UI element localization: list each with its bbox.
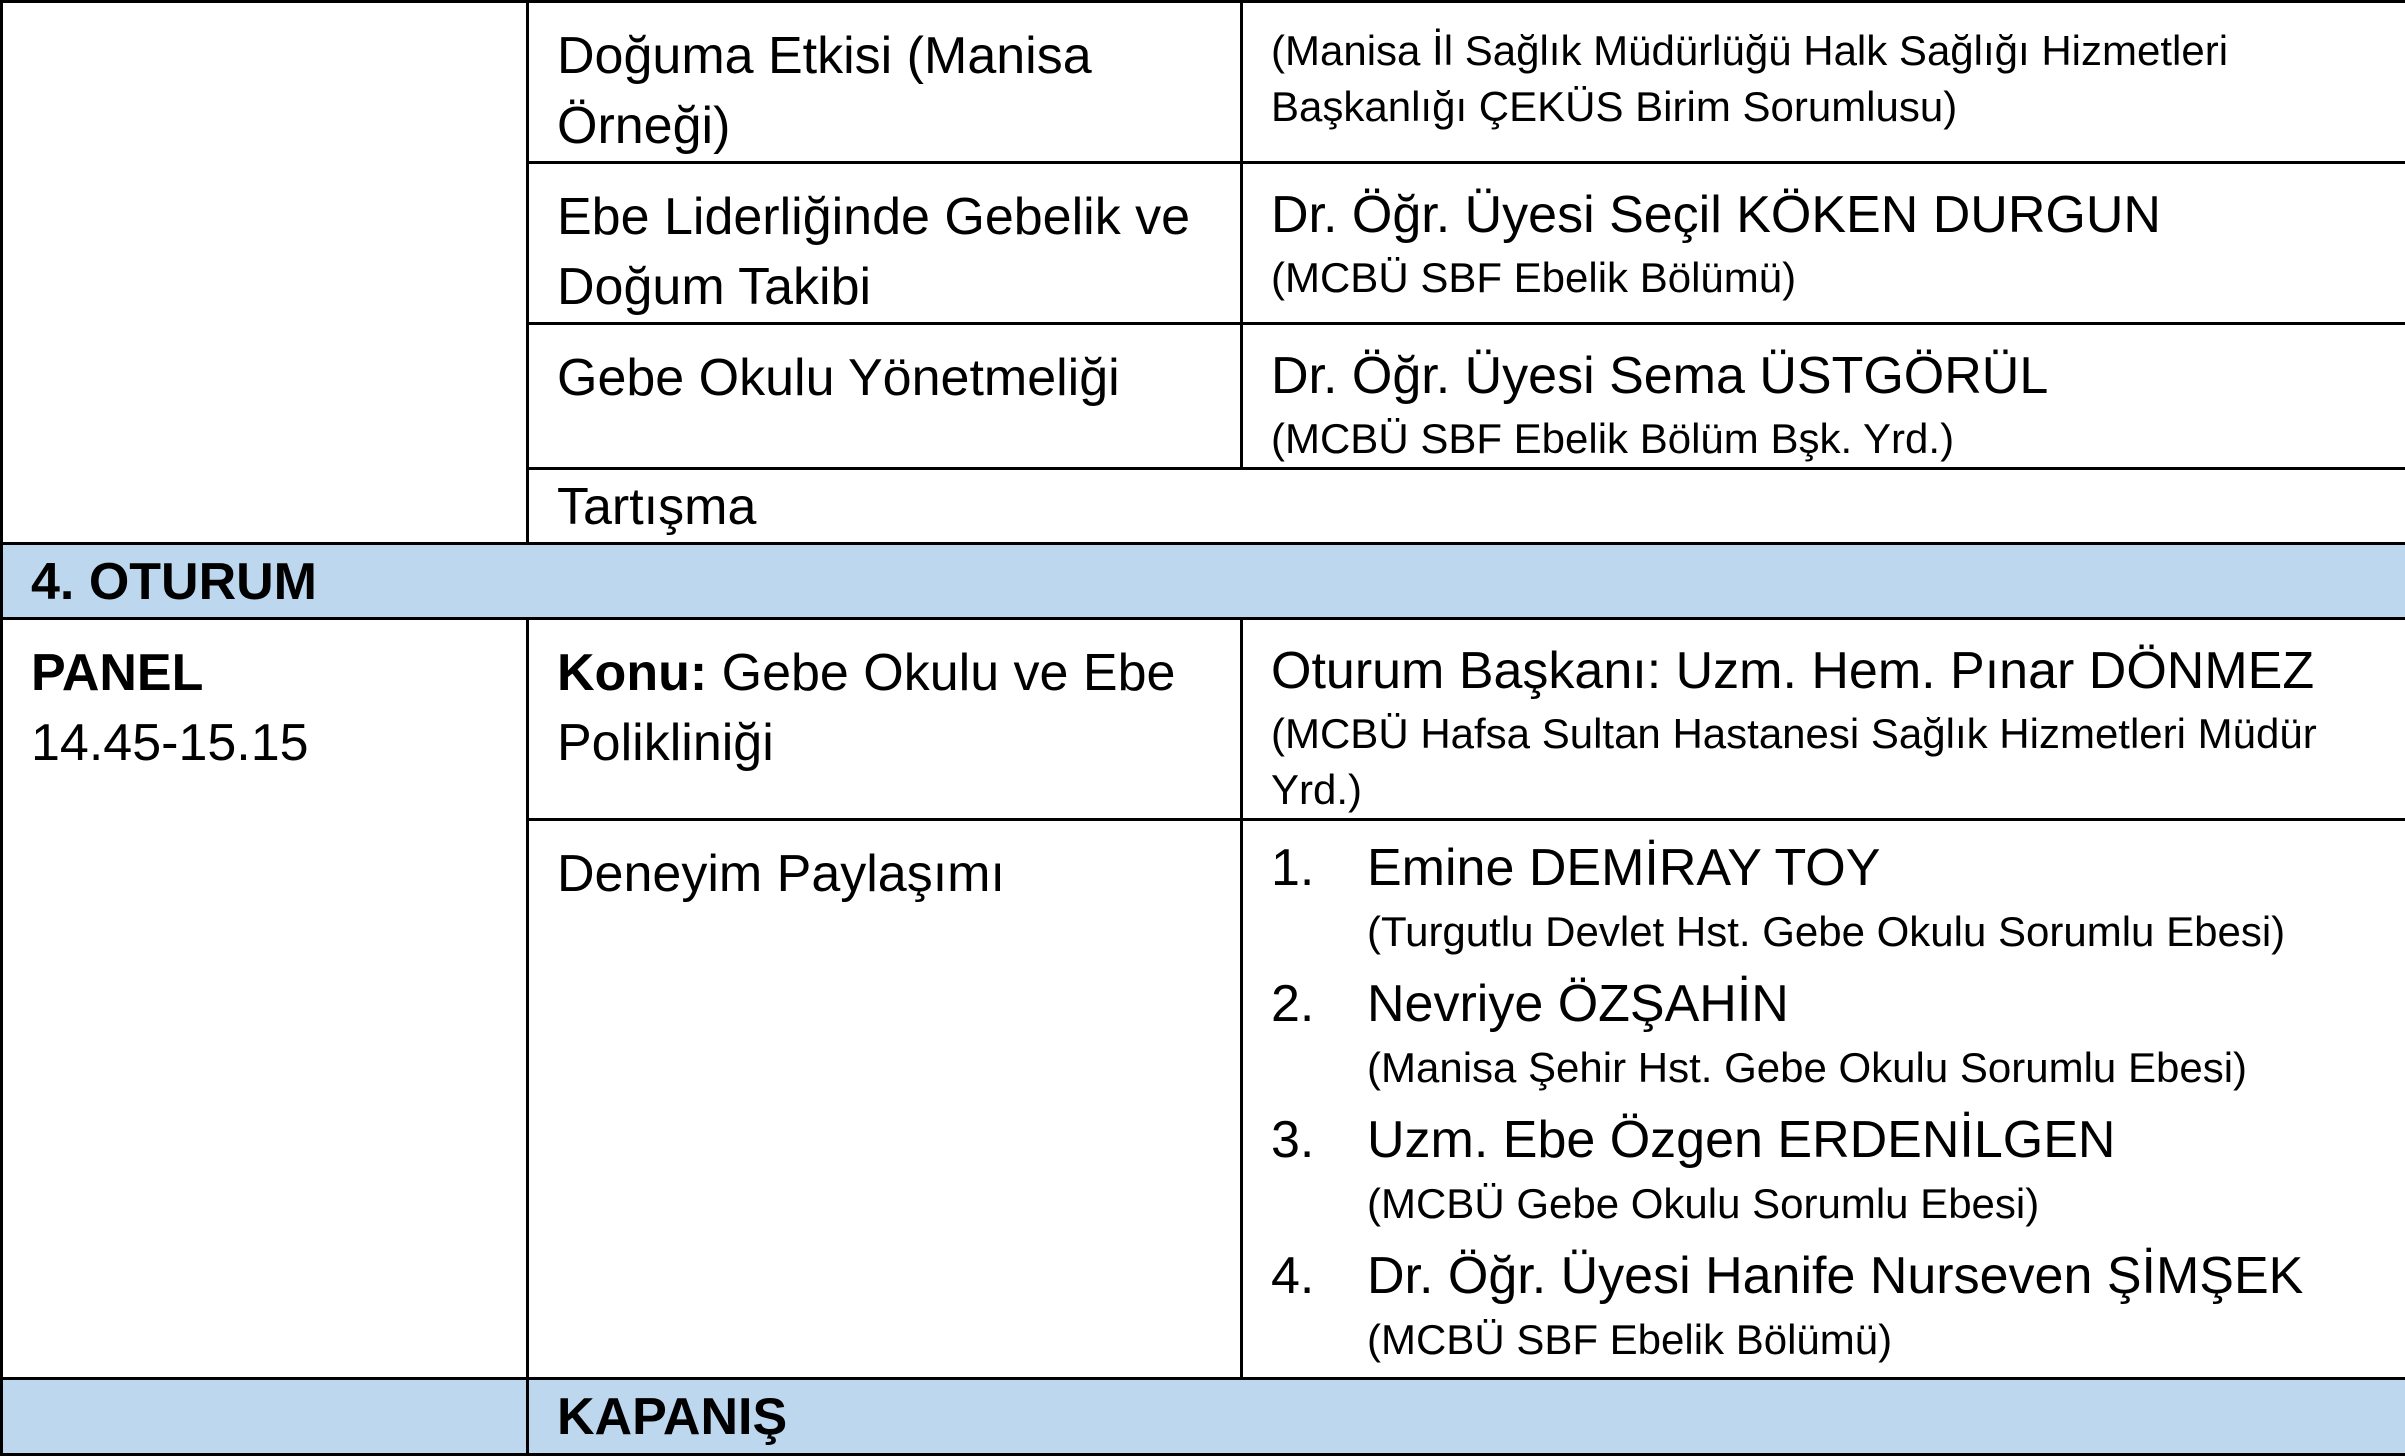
closing-title: KAPANIŞ	[529, 1380, 2405, 1452]
topic-cell	[528, 324, 1242, 469]
discussion-text: Tartışma	[529, 470, 2405, 542]
chair-cell	[1242, 619, 2405, 820]
topic-cell	[528, 163, 1242, 324]
panelist-name: Uzm. Ebe Özgen ERDENİLGEN	[1367, 1105, 2385, 1175]
session-header-cell	[2, 544, 2405, 619]
panelist-number: 4.	[1271, 1241, 1314, 1311]
panelist-number: 2.	[1271, 969, 1314, 1039]
panelist-name: Dr. Öğr. Üyesi Hanife Nurseven ŞİMŞEK	[1367, 1241, 2385, 1311]
konu-label: Konu:	[557, 644, 707, 702]
topic-text: Gebe Okulu Yönetmeliği	[529, 325, 1240, 413]
konu-value: Gebe Okulu ve Ebe Polikliniği	[557, 644, 1175, 772]
topic-text: Ebe Liderliğinde Gebelik ve Doğum Takibi	[529, 164, 1240, 322]
topic-cell	[528, 2, 1242, 163]
panelist-name: Emine DEMİRAY TOY	[1367, 833, 2385, 903]
konu-text	[529, 620, 1240, 778]
topic-cell	[528, 820, 1242, 1379]
session-title: 4. OTURUM	[3, 545, 2405, 617]
speaker-cell	[1242, 163, 2405, 324]
discussion-cell	[528, 469, 2405, 544]
list-item	[1271, 1241, 2385, 1377]
closing-band-row	[2, 1379, 2405, 1455]
speaker-affiliation: (MCBÜ SBF Ebelik Bölüm Bşk. Yrd.)	[1243, 411, 2405, 467]
chair-name: Oturum Başkanı: Uzm. Hem. Pınar DÖNMEZ	[1243, 620, 2405, 706]
topic-cell	[528, 619, 1242, 820]
panelist-number: 3.	[1271, 1105, 1314, 1175]
list-item	[1271, 1105, 2385, 1241]
panel-info-cell	[2, 619, 528, 1379]
topic-text: Doğuma Etkisi (Manisa Örneği)	[529, 3, 1240, 161]
panel-label: PANEL	[3, 620, 526, 708]
speaker-cell	[1242, 2, 2405, 163]
speaker-affiliation: (Manisa İl Sağlık Müdürlüğü Halk Sağlığı Hizmetleri Başkanlığı ÇEKÜS Birim Sorumlusu)	[1243, 3, 2405, 135]
speaker-name: Dr. Öğr. Üyesi Seçil KÖKEN DURGUN	[1243, 164, 2405, 250]
session-band-row	[2, 544, 2405, 619]
experience-label: Deneyim Paylaşımı	[529, 821, 1240, 909]
list-item	[1271, 969, 2385, 1105]
closing-cell	[528, 1379, 2405, 1455]
chair-affiliation: (MCBÜ Hafsa Sultan Hastanesi Sağlık Hizmetleri Müdür Yrd.)	[1243, 706, 2405, 818]
panelist-number: 1.	[1271, 833, 1314, 903]
panelist-affiliation: (Manisa Şehir Hst. Gebe Okulu Sorumlu Ebesi)	[1367, 1039, 2385, 1105]
panelist-list	[1243, 821, 2405, 1377]
panelist-affiliation: (MCBÜ SBF Ebelik Bölümü)	[1367, 1311, 2385, 1377]
list-item	[1271, 833, 2385, 969]
panelist-affiliation: (Turgutlu Devlet Hst. Gebe Okulu Sorumlu Ebesi)	[1367, 903, 2385, 969]
speaker-name: Dr. Öğr. Üyesi Sema ÜSTGÖRÜL	[1243, 325, 2405, 411]
panel-time: 14.45-15.15	[3, 708, 526, 778]
panelist-name: Nevriye ÖZŞAHİN	[1367, 969, 2385, 1039]
panelist-affiliation: (MCBÜ Gebe Okulu Sorumlu Ebesi)	[1367, 1175, 2385, 1241]
table-row	[2, 619, 2405, 820]
closing-empty-cell	[2, 1379, 528, 1455]
speaker-cell	[1242, 324, 2405, 469]
table-row	[2, 2, 2405, 163]
panelists-cell	[1242, 820, 2405, 1379]
speaker-affiliation: (MCBÜ SBF Ebelik Bölümü)	[1243, 250, 2405, 306]
session-time-cell-empty	[2, 2, 528, 544]
